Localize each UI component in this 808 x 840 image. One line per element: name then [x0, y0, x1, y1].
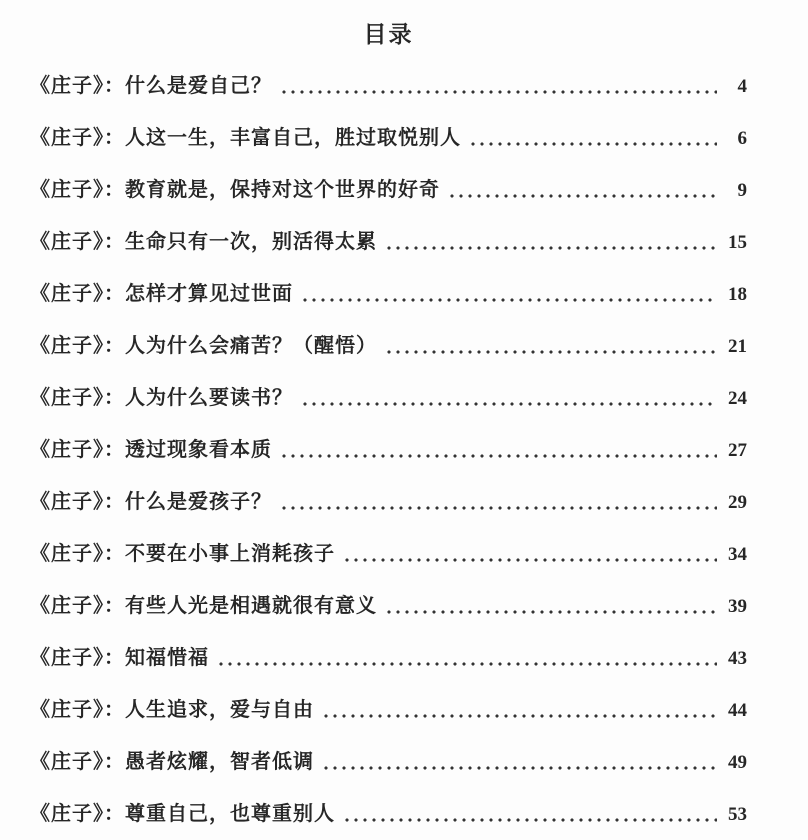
dot-leader	[324, 752, 717, 772]
toc-list	[30, 60, 747, 840]
toc-entry[interactable]	[30, 632, 747, 684]
toc-entry-label: 《庄子》：知福惜福	[30, 647, 209, 669]
toc-entry-page-number: 49	[728, 751, 747, 773]
toc-entry-label: 《庄子》：尊重自己，也尊重别人	[30, 803, 335, 825]
dot-leader	[387, 596, 717, 616]
dot-leader	[282, 492, 717, 512]
toc-entry-page-number: 21	[728, 335, 747, 357]
toc-entry[interactable]	[30, 736, 747, 788]
toc-entry-page-number: 18	[728, 283, 747, 305]
toc-entry[interactable]	[30, 476, 747, 528]
toc-entry-page-number: 43	[728, 647, 747, 669]
dot-leader	[282, 76, 717, 96]
toc-entry-label: 《庄子》：什么是爱自己？	[30, 75, 272, 97]
toc-entry-page-number: 29	[728, 491, 747, 513]
toc-entry[interactable]	[30, 216, 747, 268]
toc-entry[interactable]	[30, 684, 747, 736]
toc-entry-label: 《庄子》：生命只有一次，别活得太累	[30, 231, 377, 253]
toc-entry[interactable]	[30, 528, 747, 580]
toc-entry-label: 《庄子》：人这一生，丰富自己，胜过取悦别人	[30, 127, 461, 149]
toc-entry[interactable]	[30, 320, 747, 372]
toc-entry-label: 《庄子》：教育就是，保持对这个世界的好奇	[30, 179, 440, 201]
toc-entry-page-number: 6	[737, 127, 747, 149]
toc-entry-label: 《庄子》：有些人光是相遇就很有意义	[30, 595, 377, 617]
dot-leader	[282, 440, 717, 460]
toc-entry[interactable]	[30, 372, 747, 424]
toc-entry-label: 《庄子》：透过现象看本质	[30, 439, 272, 461]
toc-entry-label: 《庄子》：人为什么要读书？	[30, 387, 293, 409]
toc-entry-page-number: 53	[728, 803, 747, 825]
dot-leader	[450, 180, 717, 200]
toc-entry-page-number: 24	[728, 387, 747, 409]
toc-entry-label: 《庄子》：不要在小事上消耗孩子	[30, 543, 335, 565]
dot-leader	[387, 336, 717, 356]
dot-leader	[303, 284, 717, 304]
toc-entry-label: 《庄子》：什么是爱孩子？	[30, 491, 272, 513]
toc-entry[interactable]	[30, 164, 747, 216]
toc-entry[interactable]	[30, 580, 747, 632]
toc-entry-label: 《庄子》：怎样才算见过世面	[30, 283, 293, 305]
toc-entry-label: 《庄子》：人生追求，爱与自由	[30, 699, 314, 721]
toc-entry[interactable]	[30, 268, 747, 320]
toc-entry-page-number: 44	[728, 699, 747, 721]
dot-leader	[387, 232, 717, 252]
toc-entry-page-number: 34	[728, 543, 747, 565]
dot-leader	[324, 700, 717, 720]
dot-leader	[303, 388, 717, 408]
toc-entry[interactable]	[30, 424, 747, 476]
toc-page-title: 目录	[363, 22, 414, 47]
toc-entry-label: 《庄子》：愚者炫耀，智者低调	[30, 751, 314, 773]
dot-leader	[471, 128, 717, 148]
dot-leader	[345, 804, 717, 824]
toc-entry[interactable]	[30, 112, 747, 164]
toc-entry-page-number: 4	[737, 75, 747, 97]
dot-leader	[345, 544, 717, 564]
toc-entry-label: 《庄子》：人为什么会痛苦？（醒悟）	[30, 335, 377, 357]
toc-entry-page-number: 9	[737, 179, 747, 201]
toc-entry-page-number: 27	[728, 439, 747, 461]
toc-entry[interactable]	[30, 60, 747, 112]
toc-entry[interactable]	[30, 788, 747, 840]
dot-leader	[219, 648, 717, 668]
toc-entry-page-number: 15	[728, 231, 747, 253]
toc-entry-page-number: 39	[728, 595, 747, 617]
